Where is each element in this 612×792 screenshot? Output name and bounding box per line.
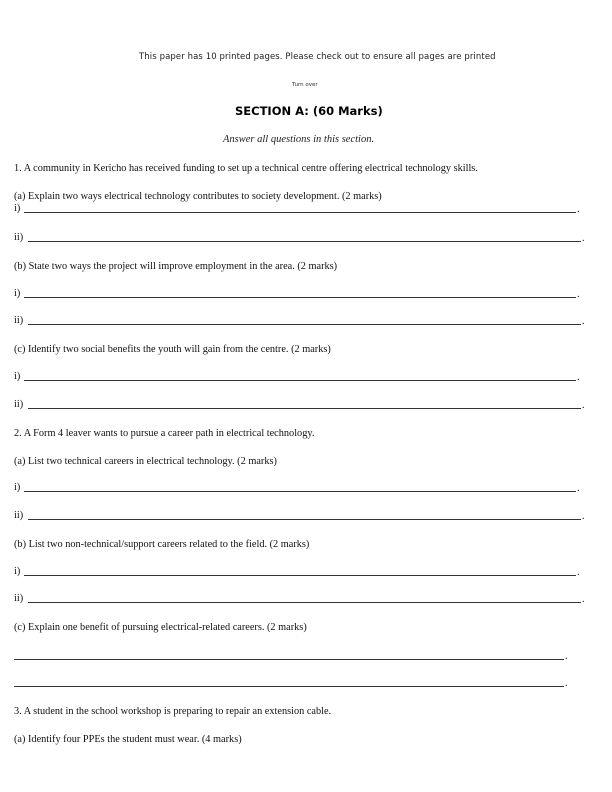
answer-line-2b-ii[interactable] bbox=[14, 593, 586, 605]
answer-line-1a-ii[interactable] bbox=[14, 232, 586, 244]
answer-rule bbox=[28, 408, 581, 409]
answer-rule bbox=[24, 575, 576, 576]
answer-rule bbox=[24, 380, 576, 381]
question-1-stem: 1. A community in Kericho has received funding to set up a technical centre offering electrical technology skills. bbox=[14, 163, 478, 174]
answer-rule bbox=[24, 212, 576, 213]
answer-line-1b-ii[interactable] bbox=[14, 315, 586, 327]
question-1b: (b) State two ways the project will improve employment in the area. (2 marks) bbox=[14, 261, 338, 272]
answer-line-1c-ii[interactable] bbox=[14, 399, 586, 411]
answer-rule bbox=[28, 241, 581, 242]
answer-line-2b-i[interactable] bbox=[14, 566, 584, 578]
question-1c: (c) Identify two social benefits the youth will gain from the centre. (2 marks) bbox=[14, 344, 331, 355]
answer-line-1b-i[interactable] bbox=[14, 288, 584, 300]
section-title: SECTION A: (60 Marks) bbox=[235, 104, 383, 118]
line-end-dot: . bbox=[582, 233, 585, 244]
question-1a: (a) Explain two ways electrical technology contributes to society development. (2 marks) bbox=[14, 191, 382, 202]
line-end-dot: . bbox=[582, 316, 585, 327]
answer-rule bbox=[24, 297, 576, 298]
print-notice: This paper has 10 printed pages. Please check out to ensure all pages are printed bbox=[139, 52, 496, 62]
answer-label: ii) bbox=[14, 593, 24, 604]
line-end-dot: . bbox=[582, 400, 585, 411]
answer-label: i) bbox=[14, 566, 21, 577]
line-end-dot: . bbox=[582, 511, 585, 522]
answer-label: i) bbox=[14, 371, 21, 382]
answer-label: i) bbox=[14, 203, 21, 214]
answer-label: ii) bbox=[14, 510, 24, 521]
answer-rule bbox=[28, 519, 581, 520]
question-3-stem: 3. A student in the school workshop is preparing to repair an extension cable. bbox=[14, 706, 332, 717]
answer-label: i) bbox=[14, 288, 21, 299]
answer-line-2a-i[interactable] bbox=[14, 482, 584, 494]
answer-label: i) bbox=[14, 482, 21, 493]
answer-label: ii) bbox=[14, 315, 24, 326]
answer-rule bbox=[28, 324, 581, 325]
answer-label: ii) bbox=[14, 232, 24, 243]
answer-line-1a-i[interactable] bbox=[14, 203, 584, 215]
line-end-dot: . bbox=[577, 289, 580, 300]
question-2-stem: 2. A Form 4 leaver wants to pursue a career path in electrical technology. bbox=[14, 428, 315, 439]
answer-rule bbox=[14, 686, 564, 687]
answer-rule bbox=[24, 491, 576, 492]
line-end-dot: . bbox=[582, 594, 585, 605]
line-end-dot: . bbox=[577, 567, 580, 578]
question-2a: (a) List two technical careers in electrical technology. (2 marks) bbox=[14, 456, 277, 467]
line-end-dot: . bbox=[577, 483, 580, 494]
turn-over-note: Turn over bbox=[292, 82, 318, 88]
answer-rule bbox=[14, 659, 564, 660]
answer-line-2a-ii[interactable] bbox=[14, 510, 586, 522]
answer-rule bbox=[28, 602, 581, 603]
line-end-dot: . bbox=[577, 372, 580, 383]
line-end-dot: . bbox=[565, 678, 568, 689]
answer-label: ii) bbox=[14, 399, 24, 410]
section-instruction: Answer all questions in this section. bbox=[223, 134, 375, 145]
question-2b: (b) List two non-technical/support careers related to the field. (2 marks) bbox=[14, 539, 310, 550]
answer-line-2c-2[interactable] bbox=[14, 677, 572, 689]
line-end-dot: . bbox=[565, 651, 568, 662]
answer-line-2c-1[interactable] bbox=[14, 650, 572, 662]
question-3a: (a) Identify four PPEs the student must wear. (4 marks) bbox=[14, 734, 242, 745]
line-end-dot: . bbox=[577, 204, 580, 215]
answer-line-1c-i[interactable] bbox=[14, 371, 584, 383]
question-2c: (c) Explain one benefit of pursuing electrical-related careers. (2 marks) bbox=[14, 622, 307, 633]
